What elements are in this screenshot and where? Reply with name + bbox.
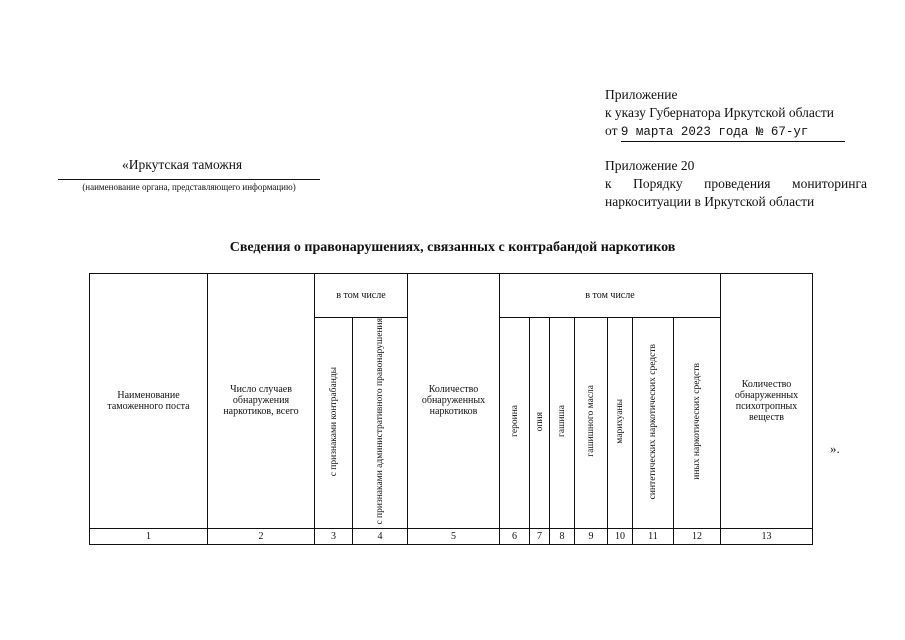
header-synthetic-text: синтетических наркотических средств xyxy=(648,343,658,499)
decree-date-value: 9 марта 2023 года № 67-уг xyxy=(620,125,809,139)
header-marijuana xyxy=(608,318,633,529)
header-heroin-text: героина xyxy=(509,405,520,438)
header-hash-oil xyxy=(575,318,608,529)
header-opium-text: опия xyxy=(534,411,545,431)
appendix20-block xyxy=(605,157,867,211)
violations-table xyxy=(89,273,813,545)
organization-name: «Иркутская таможня xyxy=(122,157,243,172)
header-other xyxy=(674,318,721,529)
header-admin-text: с признаками административного правонарушения xyxy=(375,318,385,525)
column-number: 13 xyxy=(721,528,813,544)
column-number: 10 xyxy=(608,528,633,544)
column-number: 9 xyxy=(575,528,608,544)
appendix-decree-ref: к указу Губернатора Иркутской области xyxy=(605,105,834,120)
column-number: 6 xyxy=(500,528,530,544)
column-number: 4 xyxy=(353,528,408,544)
header-amount: Количество обнаруженных наркотиков xyxy=(408,274,500,529)
appendix20-line2: наркоситуации в Иркутской области xyxy=(605,194,815,209)
column-number: 3 xyxy=(315,528,353,544)
header-opium xyxy=(530,318,550,529)
header-heroin xyxy=(500,318,530,529)
header-admin xyxy=(353,318,408,529)
header-cases: Число случаев обнаружения наркотиков, всего xyxy=(208,274,315,529)
appendix20-line1: к Порядку проведения мониторинга xyxy=(605,176,867,191)
organization-caption: (наименование органа, представляющего информацию) xyxy=(82,182,296,192)
column-number: 12 xyxy=(674,528,721,544)
appendix-header xyxy=(605,86,845,142)
header-hash-oil-text: гашишного масла xyxy=(586,385,596,458)
header-psychotropic: Количество обнаруженных психотропных веществ xyxy=(721,274,813,529)
header-group-incl-1: в том числе xyxy=(315,274,408,318)
header-post: Наименование таможенного поста xyxy=(90,274,208,529)
decree-date-field xyxy=(621,123,845,142)
column-number: 11 xyxy=(633,528,674,544)
closing-quote: ». xyxy=(830,441,840,456)
header-other-text: иных наркотических средств xyxy=(692,362,702,480)
organization-underline xyxy=(58,179,320,180)
appendix20-title: Приложение 20 xyxy=(605,158,695,173)
header-synthetic xyxy=(633,318,674,529)
header-group-incl-2: в том числе xyxy=(500,274,721,318)
header-hashish xyxy=(550,318,575,529)
column-number: 1 xyxy=(90,528,208,544)
column-number: 2 xyxy=(208,528,315,544)
header-marijuana-text: марихуаны xyxy=(615,398,625,444)
header-smuggling xyxy=(315,318,353,529)
appendix-title: Приложение xyxy=(605,87,678,102)
appendix-date-line xyxy=(605,122,845,142)
column-number: 7 xyxy=(530,528,550,544)
document-title: Сведения о правонарушениях, связанных с контрабандой наркотиков xyxy=(229,240,676,255)
column-number: 5 xyxy=(408,528,500,544)
header-smuggling-text: с признаками контрабанды xyxy=(328,366,339,476)
header-hashish-text: гашиша xyxy=(557,405,567,438)
column-number: 8 xyxy=(550,528,575,544)
date-prefix: от xyxy=(605,123,618,138)
